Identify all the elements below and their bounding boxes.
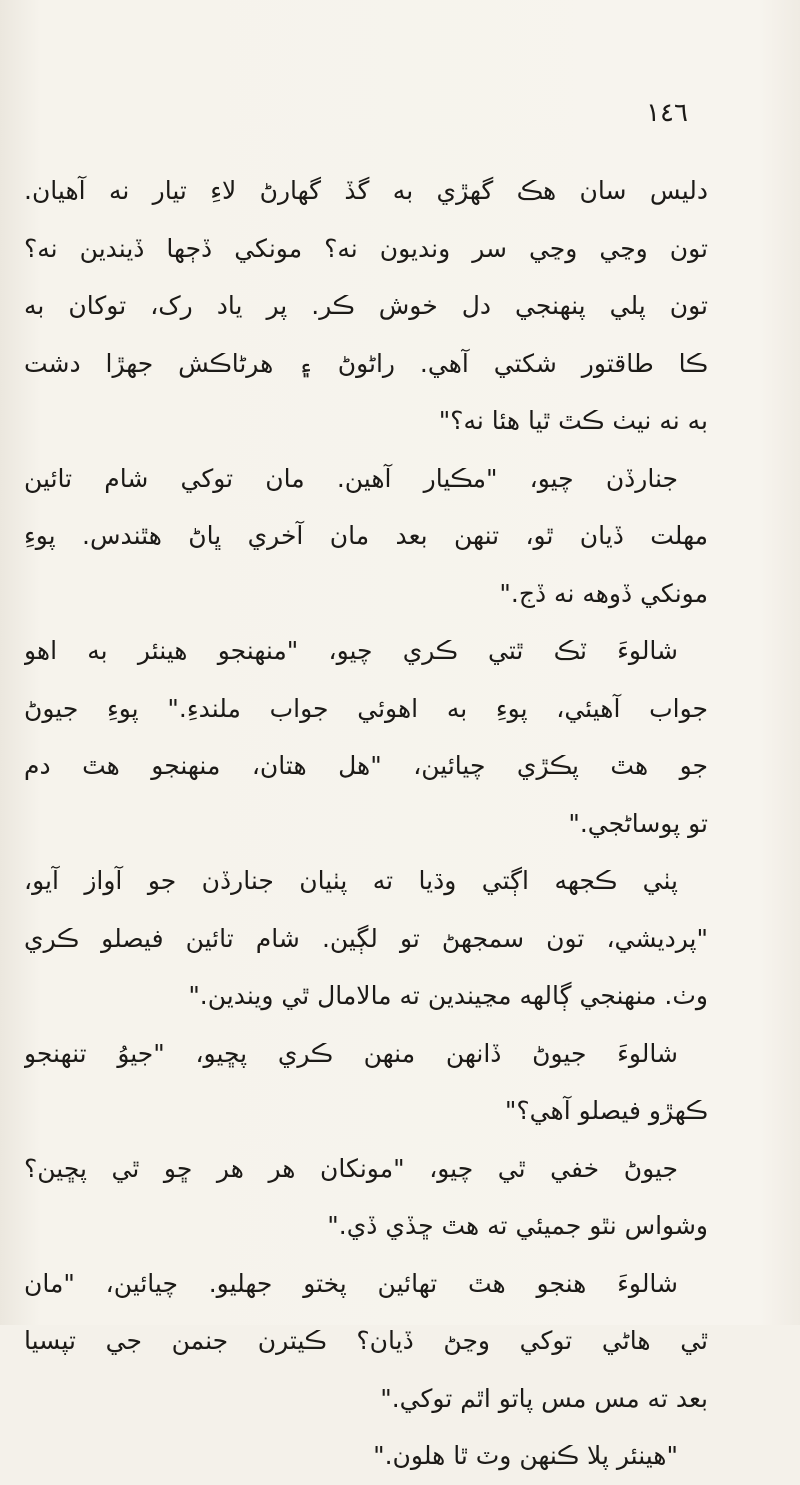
text-line: وٺ. منهنجي ڳالهه مڃيندين ته مالامال ٿي ويندين."	[188, 981, 708, 1010]
text-line: ڪا طاقتور شکتي آهي. راڻوڻ ۽ هرڻاڪش جهڙا دشت	[24, 348, 708, 378]
text-line: مهلت ڏيان ٿو، تنهن بعد مان آخري ڀاڻ هٿندس. پوءِ	[24, 521, 708, 550]
paragraph	[24, 1427, 708, 1485]
text-line: بعد ته مس مس پاتو اٿم توکي."	[380, 1383, 708, 1413]
paragraph	[24, 852, 708, 1025]
paragraph	[24, 162, 708, 450]
text-line: "پرديشي، تون سمجهڻ تو لڳين. شام تائين فيصلو ڪري	[24, 923, 708, 953]
paragraph	[24, 1255, 708, 1428]
text-line: "هينئر پلا ڪنهن وٽ ٿا هلون."	[373, 1441, 678, 1470]
paragraph	[24, 622, 708, 852]
text-line: به نه نيٺ ڪٿ ٿيا هئا نه؟"	[438, 406, 708, 435]
text-line: تون وڃي وڃي سر ونديون نه؟ مونکي ڏڄها ڏيندين نه؟	[24, 233, 708, 263]
text-line: تو پوساڻجي."	[568, 808, 708, 838]
text-line: وشواس نٿو جميئي ته هٿ ڇڏي ڏي."	[327, 1211, 708, 1240]
text-line: جواب آهيئي، پوءِ به اهوئي جواب ملندءِ." پوءِ جيوڻ	[24, 693, 708, 723]
text-line: شالوءَ جيوڻ ڏانهن منهن ڪري پڇيو، "جيوُ تنهنجو	[24, 1038, 678, 1068]
paragraph	[24, 450, 708, 623]
text-line: تون پلي پنهنجي دل خوش ڪر. پر ياد رک، توکان به	[24, 291, 708, 320]
text-line: پٺي ڪجهه اڳتي وڌيا ته پٺيان جنارڏن جو آواز آيو،	[24, 866, 678, 895]
paragraph	[24, 1140, 708, 1255]
text-line: جيوڻ خفي ٿي چيو، "مونکان هر هر ڇو ٿي پڇين؟	[24, 1153, 678, 1183]
text-line: ٿي هاڻي توکي وڃڻ ڏيان؟ ڪيترن جنمن جي تپسيا	[24, 1326, 708, 1355]
text-line: ڪهڙو فيصلو آهي؟"	[504, 1096, 708, 1125]
page-number: ١٤٦	[646, 98, 688, 128]
text-line: مونکي ڏوهه نه ڏج."	[499, 578, 708, 608]
body-text	[24, 162, 708, 1485]
text-line: جو هٿ پڪڙي چيائين، "هل هتان، منهنجو هٿ دم	[24, 751, 708, 780]
paragraph	[24, 1025, 708, 1140]
text-line: شالوءَ هنجو هٿ تهائين پختو جهليو. چيائين، "مان	[24, 1268, 678, 1298]
text-line: جنارڏن چيو، "مڪيار آهين. مان توکي شام تائين	[24, 463, 678, 493]
text-line: دليس سان هڪ گهڙي به گڏ گهارڻ لاءِ تيار نه آهيان.	[24, 176, 708, 205]
text-line: شالوءَ ٽڪ ٿتي ڪري چيو، "منهنجو هينئر به اهو	[24, 636, 678, 665]
